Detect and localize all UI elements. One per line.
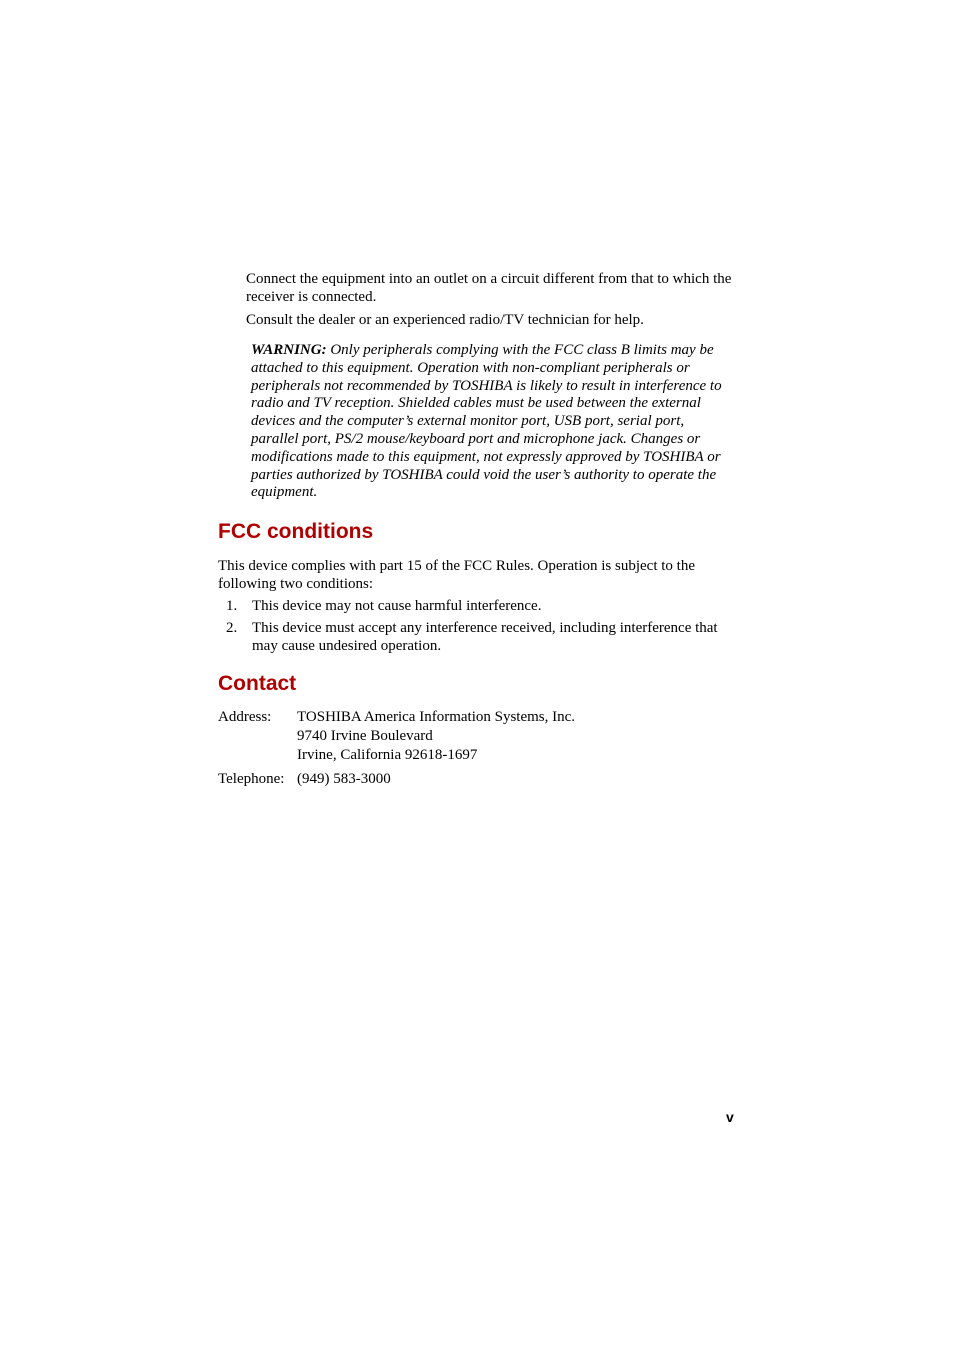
fcc-body-paragraph: This device complies with part 15 of the FCC Rules. Operation is subject to the following two conditions: (218, 558, 696, 592)
intro-paragraph-consult: Consult the dealer or an experienced radio/TV technician for help. (246, 312, 644, 328)
list-number: 1. (226, 598, 238, 614)
telephone-label: Telephone: (218, 771, 285, 787)
fcc-conditions-heading: FCC conditions (218, 520, 374, 543)
list-text: This device must accept any interference received, including interference that may cause undesired operation. (252, 620, 718, 654)
intro-paragraph-outlet: Connect the equipment into an outlet on a circuit different from that to which the receiver is connected. (246, 271, 732, 305)
contact-heading: Contact (218, 672, 297, 695)
address-label: Address: (218, 709, 272, 725)
address-line-city: Irvine, California 92618-1697 (297, 747, 478, 763)
address-line-company: TOSHIBA America Information Systems, Inc. (297, 709, 576, 725)
list-number: 2. (226, 620, 238, 636)
warning-note (251, 342, 733, 502)
warning-text: Only peripherals complying with the FCC class B limits may be attached to this equipment. Operation with non-compliant peripherals or peripherals not recommended by TOSHIBA is likely to result in interference to radio and TV reception. Shielded cables must be used between the external devices and the computer’s external monitor port, USB port, serial port, parallel port, PS/2 mouse/keyboard port and microphone jack. Changes or modifications made to this equipment, not expressly approved by TOSHIBA or parties authorized by TOSHIBA could void the user’s authority to operate the equipment. (251, 342, 722, 501)
telephone-value: (949) 583-3000 (297, 771, 391, 787)
address-line-street: 9740 Irvine Boulevard (297, 728, 433, 744)
address-block (297, 708, 575, 765)
warning-label: WARNING: (251, 342, 327, 358)
list-text: This device may not cause harmful interference. (252, 598, 542, 614)
page-number: v (726, 1109, 734, 1125)
